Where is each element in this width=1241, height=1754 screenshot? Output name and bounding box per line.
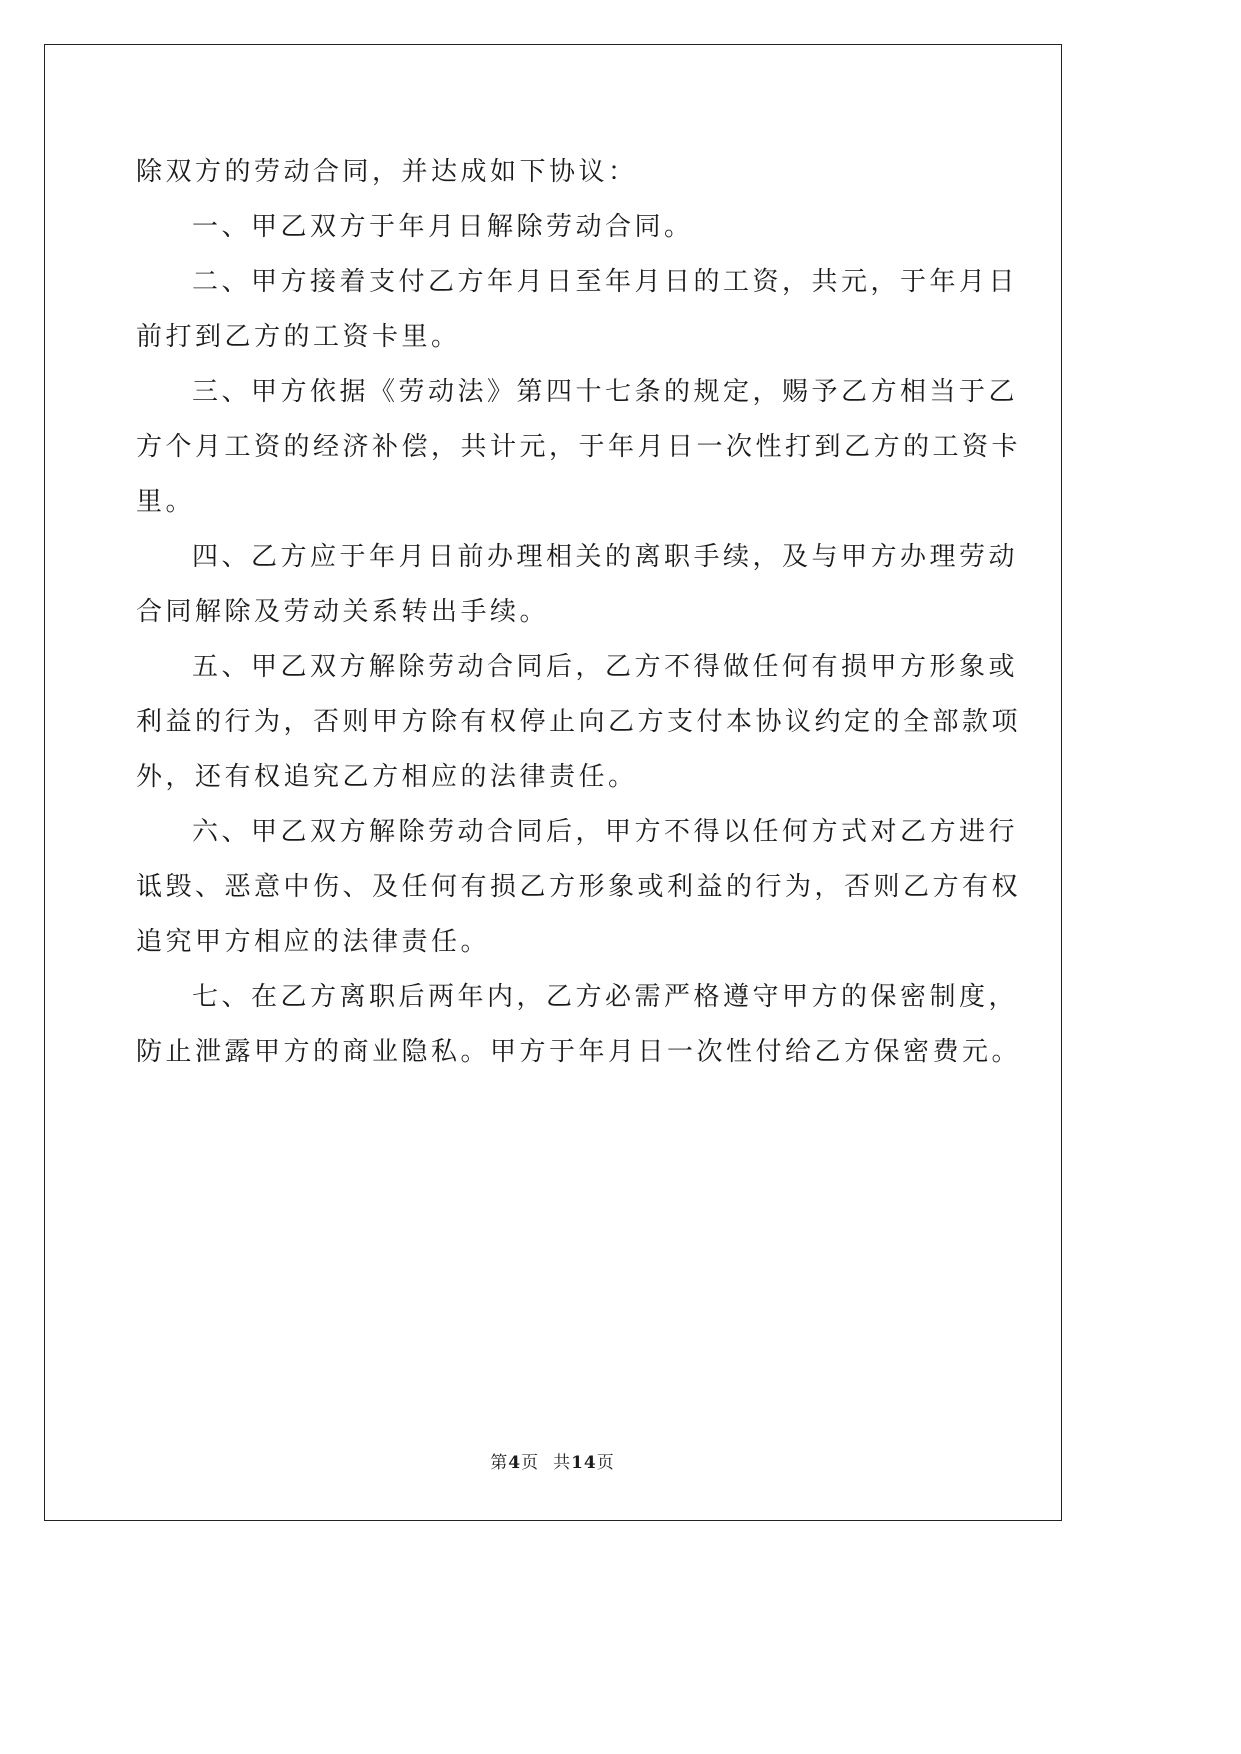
clause-six: 六、甲乙双方解除劳动合同后，甲方不得以任何方式对乙方进行 — [192, 817, 1019, 847]
text-line: 外，还有权追究乙方相应的法律责任。 — [136, 762, 638, 792]
document-body — [136, 145, 1022, 1080]
clause-five: 五、甲乙双方解除劳动合同后，乙方不得做任何有损甲方形象或 — [192, 652, 1019, 682]
text-line: 方个月工资的经济补偿，共计元，于年月日一次性打到乙方的工资卡 — [136, 432, 1022, 462]
text-line: 利益的行为，否则甲方除有权停止向乙方支付本协议约定的全部款项 — [136, 707, 1022, 737]
clause-four: 四、乙方应于年月日前办理相关的离职手续，及与甲方办理劳动 — [192, 542, 1019, 572]
current-page-number: 4 — [508, 1453, 522, 1473]
total-prefix: 共 — [553, 1453, 572, 1473]
clause-three: 三、甲方依据《劳动法》第四十七条的规定，赐予乙方相当于乙 — [192, 377, 1019, 407]
clause-seven: 七、在乙方离职后两年内，乙方必需严格遵守甲方的保密制度， — [192, 982, 1019, 1012]
clause-two: 二、甲方接着支付乙方年月日至年月日的工资，共元，于年月日 — [192, 267, 1019, 297]
text-line: 前打到乙方的工资卡里。 — [136, 322, 461, 352]
total-page-count: 14 — [571, 1453, 597, 1473]
text-line: 诋毁、恶意中伤、及任何有损乙方形象或利益的行为，否则乙方有权 — [136, 872, 1022, 902]
text-line: 除双方的劳动合同，并达成如下协议： — [136, 157, 638, 187]
text-line: 合同解除及劳动关系转出手续。 — [136, 597, 550, 627]
text-line: 追究甲方相应的法律责任。 — [136, 927, 491, 957]
page-footer — [0, 1451, 1105, 1475]
text-line: 里。 — [136, 487, 196, 517]
clause-one: 一、甲乙双方于年月日解除劳动合同。 — [192, 212, 694, 242]
text-line: 防止泄露甲方的商业隐私。甲方于年月日一次性付给乙方保密费元。 — [136, 1037, 1022, 1067]
total-suffix: 页 — [596, 1453, 615, 1473]
page-suffix: 页 — [521, 1453, 540, 1473]
page-prefix: 第 — [490, 1453, 509, 1473]
